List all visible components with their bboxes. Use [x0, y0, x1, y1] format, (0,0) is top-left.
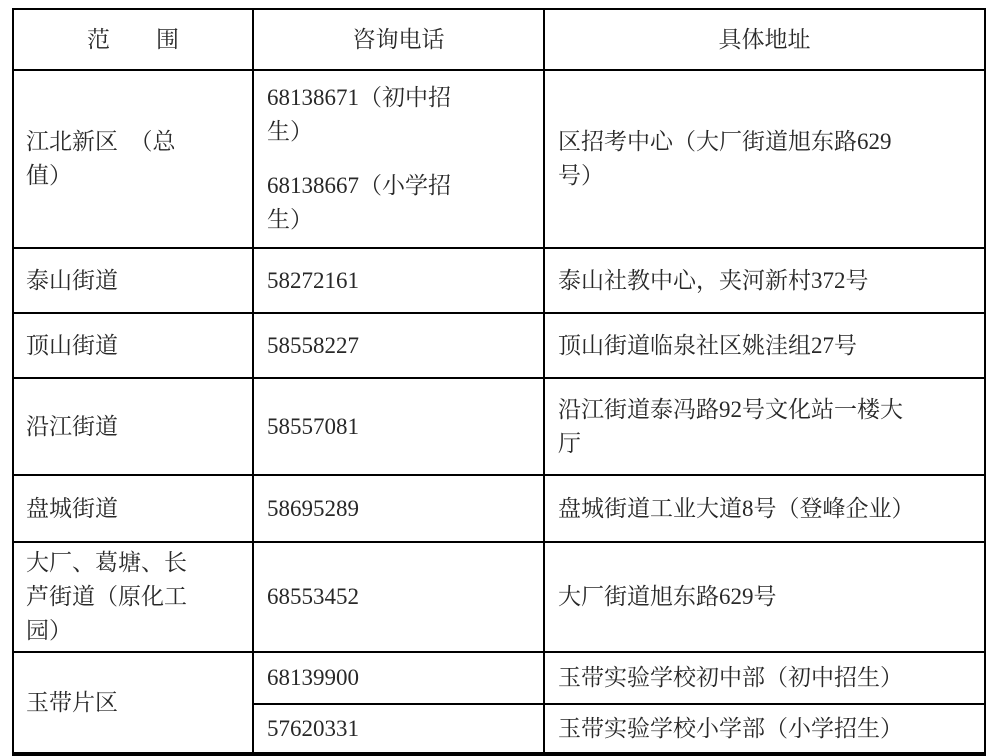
phone-cell: 58557081	[253, 378, 544, 475]
table-row-jiangbei	[13, 70, 985, 248]
phone-line: 68138671（初中招生）	[267, 85, 451, 144]
address-cell: 玉带实验学校初中部（初中招生）	[544, 652, 985, 704]
address-cell: 盘城街道工业大道8号（登峰企业）	[544, 475, 985, 542]
header-address: 具体地址	[544, 9, 985, 70]
scope-cell: 玉带片区	[13, 652, 253, 754]
address-cell: 大厂街道旭东路629号	[544, 542, 985, 652]
header-phone: 咨询电话	[253, 9, 544, 70]
scope-cell: 大厂、葛塘、长芦街道（原化工园）	[13, 542, 253, 652]
table-row-taishan	[13, 248, 985, 313]
phone-cell: 58695289	[253, 475, 544, 542]
table-row-yudai-junior	[13, 652, 985, 704]
table-row-dachang	[13, 542, 985, 652]
phone-cell: 57620331	[253, 704, 544, 754]
phone-cell: 68139900	[253, 652, 544, 704]
phone-cell	[253, 70, 544, 248]
table-row-dingshan	[13, 313, 985, 378]
phone-cell: 58558227	[253, 313, 544, 378]
address-cell: 泰山社教中心，夹河新村372号	[544, 248, 985, 313]
scope-cell: 顶山街道	[13, 313, 253, 378]
table-row-yanjiang	[13, 378, 985, 475]
phone-line: 68138667（小学招生）	[267, 173, 451, 232]
phone-cell: 58272161	[253, 248, 544, 313]
scope-cell: 江北新区 （总值）	[13, 70, 253, 248]
scope-cell: 盘城街道	[13, 475, 253, 542]
address-cell: 沿江街道泰冯路92号文化站一楼大厅	[544, 378, 985, 475]
scope-cell: 泰山街道	[13, 248, 253, 313]
phone-cell: 68553452	[253, 542, 544, 652]
header-row	[13, 9, 985, 70]
address-cell: 区招考中心（大厂街道旭东路629号）	[544, 70, 985, 248]
header-scope: 范 围	[13, 9, 253, 70]
table-row-pancheng	[13, 475, 985, 542]
address-cell: 玉带实验学校小学部（小学招生）	[544, 704, 985, 754]
scope-cell: 沿江街道	[13, 378, 253, 475]
address-cell: 顶山街道临泉社区姚洼组27号	[544, 313, 985, 378]
contact-info-table	[12, 8, 986, 756]
